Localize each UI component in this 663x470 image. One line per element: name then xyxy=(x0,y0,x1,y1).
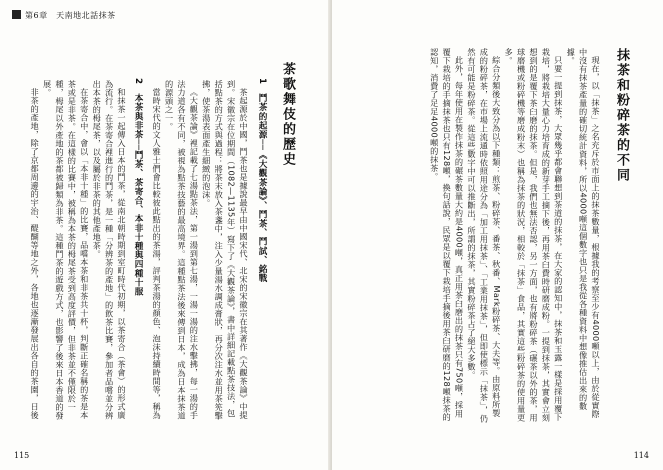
section1-paragraph: 茶起源於中國，鬥茶也是據說最早由中國宋代、北宋的宋徽宗在其著作《大觀茶論》中提到。宋徽宗在位期間（1082—1135年）寫下了《大觀茶論》，書中詳細記載點茶技法，包括點茶的方式與過程：將茶末放入茶盞中，注入少量湯水調成膏狀，再分次注水並用茶筅擊拂，使茶湯表面產生細緻的泡沫。 xyxy=(201,80,249,420)
section1-paragraph: 當時宋代的文人雅士們會比較彼此點出的茶湯，評判茶湯的顏色、泡沫持續時間等，稱為 xyxy=(152,88,163,420)
section2-paragraph: 和抹茶一起傳入日本的鬥茶，從南北朝時期到室町時代初期，以茶寄合（茶會）的形式廣為流行。在茶寄合裡進行的鬥茶，是一種「分辨茶的產地」的飲茶比賽，參加者品嚐並分辨出本茶的栂尾茶，以及屬於非茶的其他產地茶。 xyxy=(92,80,127,420)
section2-body xyxy=(30,80,128,425)
section2-heading: 2 本茶與非茶──鬥茶、茶寄合、本非十種與四種十服 xyxy=(133,78,143,297)
section1-body xyxy=(150,80,250,425)
right-page-body xyxy=(402,48,602,426)
right-paragraph: 只要一提到抹茶，大眾幾乎都會聯想到茶道的抹茶，在大家的認知中，抹茶和玉露一樣是採用覆下栽培，將栽培大量心力培育成的新芽手工摘下後，再用茶臼費時研磨成粉。一提到抹茶，其實會立刻想到的是覆下茶臼磨的抹茶。但是，我們也無法否認，另一方面，也有將粉碎茶（碾茶以外的茶，用球磨機或粉碎機等磨成粉末）也稱為抹茶的狀況，相較於「抹茶」食品，其實這些粉碎茶的使用量更多。 xyxy=(504,48,564,422)
left-page-title: 茶歌舞伎的歷史 xyxy=(280,62,295,167)
right-paragraph: 現在，以「抹茶」之名充斥於市面上的抹茶數量，根據我的考察至少有4000噸以上，由於從實際中沒有抹茶產量的確切統計資料，所以4000噸這個數字也只是我從各種資料中想像推估出來的數據。 xyxy=(566,48,601,419)
section1-heading: 1 鬥茶的起源──《大觀茶論》、鬥茶、鬥試、銘戰 xyxy=(257,78,267,283)
left-page xyxy=(0,0,331,470)
right-page xyxy=(332,0,663,470)
right-paragraph: 綜合分類後大致分為以下種類：煎茶、粉碎茶、番茶、秋番、Mark粉碎茶、大夫等。由原料所製成的粉碎茶，在市場上流通時依照用途分為「加工用抹茶」、「工業用抹茶」，但即使標示「抹茶」，仍然有可能是粉碎茶。從這些數字中可以推斷出，所謂的抹茶，其實粉碎茶占了絕大多數。 xyxy=(466,48,502,423)
section2-paragraph: 非茶的產地，除了京都周邊的宇治、醍醐等地之外，各地也逐漸發展出各自的茶園，日後 xyxy=(30,88,41,420)
page-number-right: 114 xyxy=(633,451,649,460)
right-page-title: 抹茶和粉碎茶的不同 xyxy=(614,48,629,183)
chapter-marker-icon xyxy=(12,10,21,19)
section1-paragraph: 《大觀茶論》裡記載了七湯點茶法，第一湯到第七湯，一湯一湯的注水擊拂，每一湯的手法力道各有不同，被視為點茶技藝的最高境界。這種點茶法後來傳到日本，成為日本抹茶道的源頭之一。 xyxy=(164,80,200,420)
right-paragraph: 此外，每年使用在製作抹茶的碾茶數量大約是4000噸，真正用茶臼磨出的抹茶只有750噸，採用覆下栽培的手摘抹茶也只有128噸，換句話說，民眾是以覆下栽培手摘後用茶臼研磨的128噸抹茶的認知，消費了足足4000噸的抹茶。 xyxy=(429,48,465,422)
running-head xyxy=(12,10,116,21)
section2-paragraph: 在茶寄合中，會以「本非十種」的比賽，品嚐本茶和非茶共十杯，判斷正確名稱的茶是本茶或是非茶。在這樣的比賽中，被稱為本茶的栂尾茶受到高度評價，但非茶並不僅限於一種，栂尾以外產地的茶都被歸類為非茶。這種鬥茶的遊戲方式，也影響了後來日本香道的發展。 xyxy=(42,80,90,420)
running-head-text: 第6章 天南地北話抹茶 xyxy=(25,11,116,20)
page-number-left: 115 xyxy=(14,451,30,460)
